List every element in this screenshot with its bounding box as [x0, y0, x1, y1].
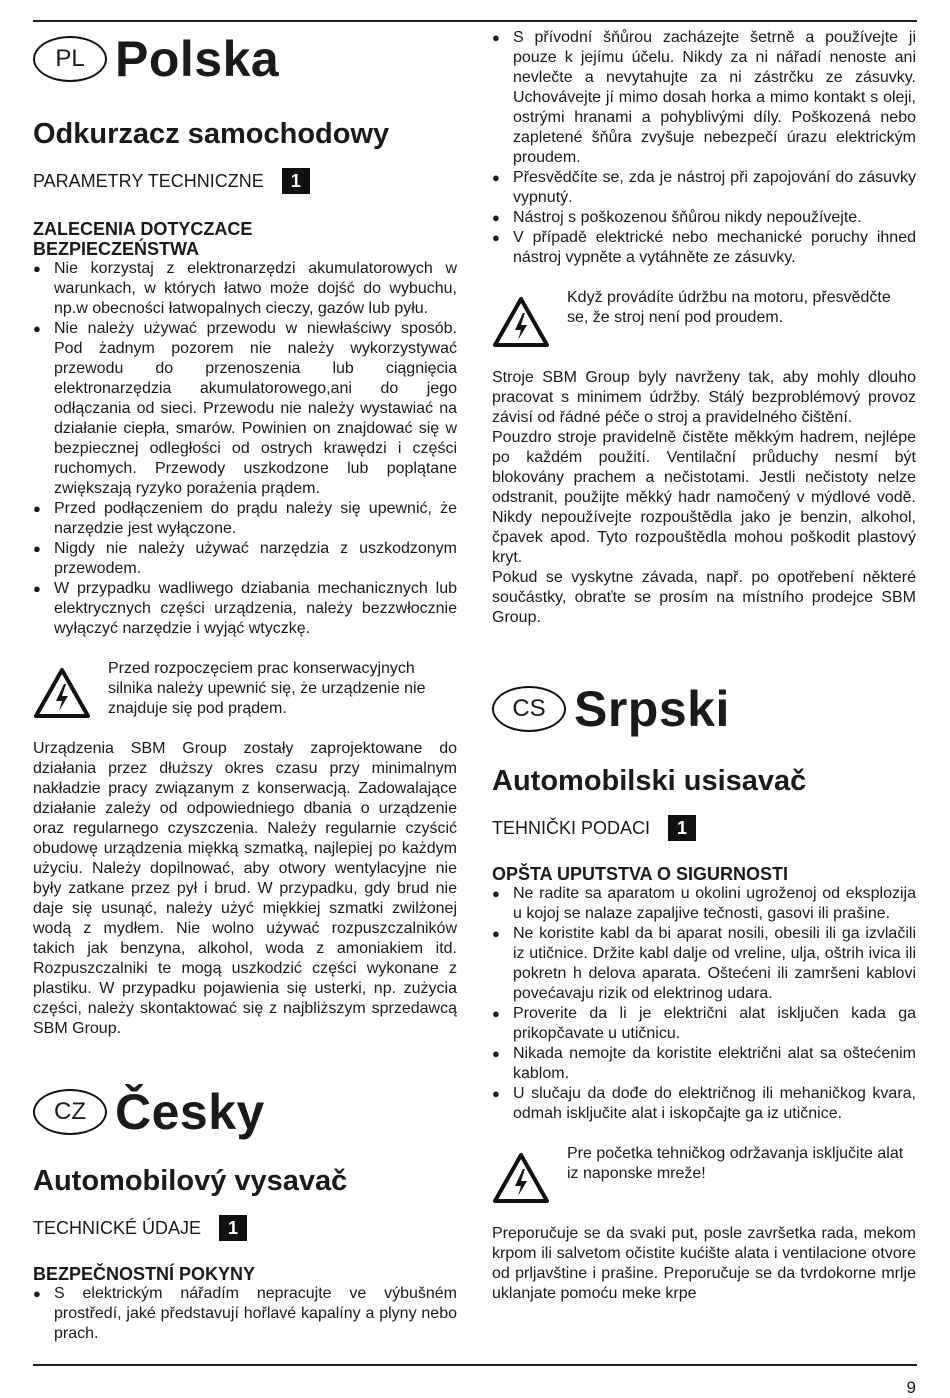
list-item: ● Nigdy nie należy używać narzędzia z uszkodzonym przewodem.	[33, 539, 457, 579]
left-column	[33, 28, 457, 1344]
top-rule	[33, 20, 917, 22]
cz-safety-title: BEZPEČNOSTNÍ POKYNY	[33, 1264, 256, 1284]
pl-safety-list	[33, 259, 457, 639]
list-item: ● S přívodní šňůrou zacházejte šetrně a používejte ji pouze k jejímu účelu. Nikdy za ni nářadí nenoste ani nevlečte a nevytahujte za ni zástrčku ze zásuvky. Uchovávejte jí mimo dosah horka a mimo kontakt s oleji, ostrými hranami a pohyblivými díly. Poškozená nebo zapletené šňůra zvyšuje nebezpečí úrazu elektrickým proudem.	[492, 28, 916, 168]
cs-safety-list	[492, 884, 916, 1124]
cs-safety-title: OPŠTA UPUTSTVA O SIGURNOSTI	[492, 864, 789, 884]
electric-hazard-icon	[492, 296, 550, 348]
bottom-rule	[33, 1364, 917, 1366]
list-item: ● V případě elektrické nebo mechanické poruchy ihned nástroj vypněte a vytáhněte ze zásuvky.	[492, 228, 916, 268]
cs-figure-number: 1	[668, 815, 696, 841]
cz-language-badge: CZ	[33, 1089, 107, 1135]
cz-safety-list-right	[492, 28, 916, 268]
pl-language-title: Polska	[115, 31, 280, 87]
pl-maintenance-text: Urządzenia SBM Group zostały zaprojektowane do działania przez dłuższy okres czasu przy minimalnym nakładzie pracy związanym z konserwacją. Zadowalające działanie zależy od odpowiedniego dbania o urządzenie oraz regularnego czyszczenia. Należy regularnie czyścić obudowę urządzenia miękką szmatką, najlepiej po każdym użyciu. Należy dopilnować, aby otwory wentylacyjne nie były zatkane przez pył i brud. W przypadku, gdy brud nie daje się usunąć, należy użyć miękkiej szmatki zwilżonej wodą z mydłem. Nie wolno używać rozpuszczalników takich jak benzyna, alkohol, woda z amoniakiem itd. Rozpuszczalniki te mogą uszkodzić części wykonane z plastiku. W przypadku pojawienia się usterki, np. zużycia części, należy skontaktować się z najbliższym sprzedawcą SBM Group.	[33, 740, 457, 1037]
pl-product-title: Odkurzacz samochodowy	[33, 118, 390, 150]
cz-warning	[492, 288, 916, 348]
list-item: ● Nie korzystaj z elektronarzędzi akumulatorowych w warunkach, w których łatwo może dojść do wybuchu, np.w obecności łatwopalnych cieczy, gazów lub pyłu.	[33, 259, 457, 319]
cs-warning	[492, 1144, 916, 1204]
pl-safety-title: ZALECENIA DOTYCZACE BEZPIECZEŃSTWA	[33, 219, 253, 259]
cz-figure-number: 1	[219, 1215, 247, 1241]
cz-tech-section	[33, 1215, 457, 1241]
cs-language-title: Srpski	[574, 681, 730, 737]
list-item: ● Ne koristite kabl da bi aparat nosili, obesili ili ga izvlačili iz utičnice. Držite kabl dalje od vreline, ulja, oštrih ivica ili pokretn h delova aparata. Oštećeni ili zamršeni kablovi povećavaju rizik od elektrinog udara.	[492, 924, 916, 1004]
list-item: ● S elektrickým nářadím nepracujte ve výbušném prostředí, jaké představují hořlavé kapalíny a plyny nebo prach.	[33, 1284, 457, 1344]
electric-hazard-icon	[492, 1152, 550, 1204]
pl-warning	[33, 659, 457, 719]
cs-product-title: Automobilski usisavač	[492, 765, 807, 797]
list-item: ● Nástroj s poškozenou šňůrou nikdy nepoužívejte.	[492, 208, 916, 228]
cs-maintenance-text: Preporučuje se da svaki put, posle završetka rada, mekom krpom ili salvetom očistite kućište alata i ventilacione otvore od prljavštine i prašine. Preporučuje se da tvrdokorne mrlje uklanjate pomoću meke krpe	[492, 1225, 916, 1302]
electric-hazard-icon	[33, 667, 91, 719]
pl-language-badge: PL	[33, 36, 107, 82]
cs-language-badge: CS	[492, 686, 566, 732]
cs-language-header	[492, 678, 916, 740]
page-number: 9	[906, 1378, 916, 1397]
cs-warning-text: Pre početka tehničkog održavanja isključite alat iz naponske mreže!	[567, 1145, 904, 1182]
cz-warning-text: Když provádíte údržbu na motoru, přesvědčte se, že stroj není pod proudem.	[567, 289, 891, 326]
pl-language-header	[33, 28, 457, 90]
cs-tech-label: TEHNIČKI PODACI	[492, 818, 651, 838]
cz-language-header	[33, 1081, 457, 1143]
pl-warning-text: Przed rozpoczęciem prac konserwacyjnych silnika należy upewnić się, że urządzenie nie znajduje się pod prądem.	[108, 660, 426, 717]
list-item: ● Nie należy używać przewodu w niewłaściwy sposób. Pod żadnym pozorem nie należy wykorzystywać przewodu do przenoszenia lub ciągnięcia elektronarzędzia akumulatorowego,ani do jego odłączania od sieci. Przewodu nie należy wystawiać na działanie ciepła, smarów. Powinien on znajdować się w bezpiecznej odległości od ostrych krawędzi i części ruchomych. Przewody uszkodzone lub poplątane zwiększają ryzyko porażenia prądem.	[33, 319, 457, 499]
list-item: ● Přesvědčíte se, zda je nástroj při zapojování do zásuvky vypnutý.	[492, 168, 916, 208]
pl-tech-section	[33, 168, 457, 194]
right-column	[492, 28, 916, 1304]
cz-tech-label: TECHNICKÉ ÚDAJE	[33, 1218, 202, 1238]
pl-tech-label: PARAMETRY TECHNICZNE	[33, 171, 264, 191]
cz-product-title: Automobilový vysavač	[33, 1165, 348, 1197]
cz-maintenance-text: Stroje SBM Group byly navrženy tak, aby mohly dlouho pracovat s minimem údržby. Stálý bezproblémový provoz závisí od řádné péče o stroj a pravidelného čištění. Pouzdro stroje pravidelně čistěte měkkým hadrem, nejlépe po každém použití. Ventilační průduchy nesmí být blokovány prachem a nečistotami. Jestli nečistoty nelze odstranit, použijte měkký hadr namočený v mýdlové vodě. Nikdy nepoužívejte rozpouštědla jako je benzin, alkohol, čpavek apod. Tyto rozpouštědla mohou poškodit plastový kryt. Pokud se vyskytne závada, např. po opotřebení některé součástky, obraťte se prosím na místního prodejce SBM Group.	[492, 369, 916, 626]
cs-tech-section	[492, 815, 916, 841]
list-item: ● Proverite da li je električni alat isključen kada ga prikopčavate u utičnicu.	[492, 1004, 916, 1044]
pl-figure-number: 1	[282, 168, 310, 194]
cz-safety-list-left	[33, 1284, 457, 1344]
list-item: ● U slučaju da dođe do električnog ili mehaničkog kvara, odmah isključite alat i iskopčajte ga iz utičnice.	[492, 1084, 916, 1124]
cz-language-title: Česky	[115, 1084, 265, 1140]
list-item: ● W przypadku wadliwego dziabania mechanicznych lub elektrycznych części urządzenia, należy bezzwłocznie wyłączyć narzędzie i wyjąć wtyczkę.	[33, 579, 457, 639]
list-item: ● Nikada nemojte da koristite električni alat sa oštećenim kablom.	[492, 1044, 916, 1084]
list-item: ● Ne radite sa aparatom u okolini ugroženoj od eksplozija u kojoj se nalaze zapaljive tečnosti, gasovi ili prašine.	[492, 884, 916, 924]
list-item: ● Przed podłączeniem do prądu należy się upewnić, że narzędzie jest wyłączone.	[33, 499, 457, 539]
